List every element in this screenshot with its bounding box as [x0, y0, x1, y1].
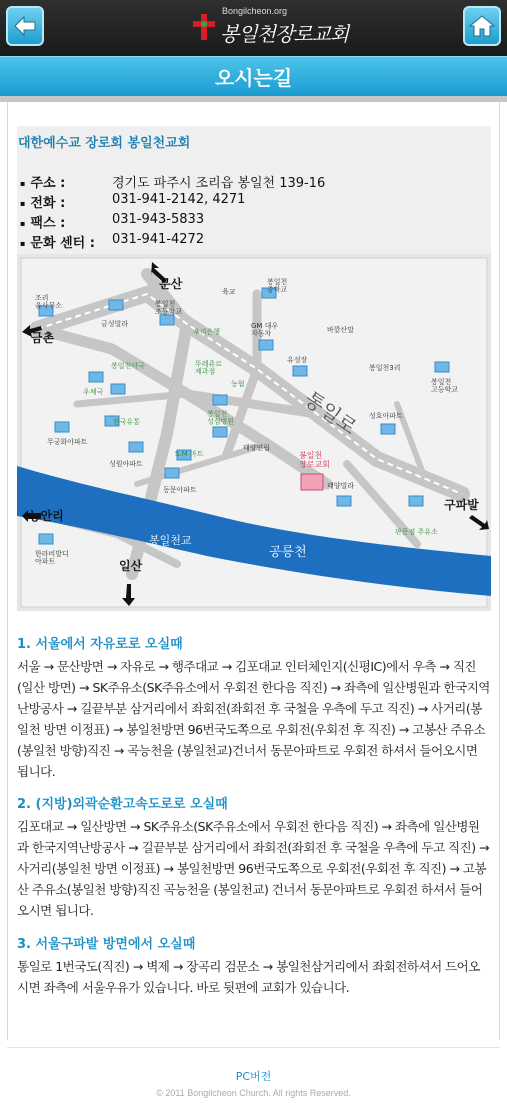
- map-label-farm: 바깥산말: [327, 326, 355, 334]
- map-label-utility: 뚜레쥬르 제과점: [195, 360, 223, 376]
- map-label-ilsan: 일산: [119, 559, 143, 573]
- culture-center-row: [20, 232, 204, 251]
- culture-center-label: ▪ 문화 센터 :: [20, 232, 112, 251]
- map-label-stream-road: 봉일천교: [149, 534, 192, 547]
- map-label-neungan: 능안리: [29, 509, 64, 523]
- map-label-jori-post: 조리 읍사무소: [35, 294, 63, 310]
- direction-section-2: [17, 793, 491, 921]
- map-label-bong-clinic: 봉일천 성심병원: [207, 410, 235, 426]
- map-label-taeyang-villa: 태양빌라: [327, 482, 355, 490]
- map-label-geumseong: 금성빌라: [101, 320, 129, 328]
- address-label: ▪ 주소 :: [20, 172, 112, 191]
- address-row: [20, 172, 325, 191]
- map-label-bong-mid: 봉일천 중학교: [267, 278, 288, 294]
- direction-body-3: 통일로 1번국도(직진) → 벽제 → 장곡리 검문소 → 봉일천삼거리에서 좌회전하셔서 드어오시면 좌측에 서울우유가 있습니다. 바로 뒷편에 교회가 있습니다.: [17, 959, 480, 995]
- direction-title-2: 2. (지방)외곽순환고속도로로 오실때: [17, 797, 228, 812]
- fax-value: 031-943-5833: [112, 212, 205, 227]
- home-icon: [469, 14, 495, 38]
- map-label-sm: S.M 마트: [175, 450, 204, 458]
- map-label-gm: GM 대우 자동차: [251, 322, 279, 338]
- map-label-bong-high: 봉일천 고등학교: [431, 378, 459, 394]
- copyright: © 2011 Bongilcheon Church. All rights Reserved.: [156, 1088, 351, 1098]
- phone-row: [20, 192, 245, 211]
- page-title: 오시는길: [214, 66, 293, 90]
- map-label-seongho: 성호아파트: [369, 412, 403, 420]
- phone-value[interactable]: 031-941-2142, 4271: [112, 192, 246, 207]
- direction-section-3: [17, 933, 491, 998]
- map-label-mugunghwa: 무궁화아파트: [47, 438, 88, 446]
- back-arrow-icon: [13, 15, 37, 37]
- direction-title-1: 1. 서울에서 자유로로 오실때: [17, 637, 183, 652]
- map-label-church: 봉일천 장로교회: [299, 451, 330, 469]
- fax-row: [20, 212, 204, 231]
- map-label-bong-elem: 봉일천 초등학교: [155, 300, 183, 316]
- cross-logo-icon: [190, 12, 218, 42]
- map-label-road: 통일로: [300, 386, 362, 440]
- address-value: 경기도 파주시 조리읍 봉일천 139-16: [112, 176, 326, 191]
- direction-body-1: 서울 → 문산방면 → 자유로 → 행주대교 → 김포대교 인터체인지(신평IC)에서 우측 → 직진(일산 방면) → SK주유소(SK주유소에서 우회전 한다음 직진) → 좌측에 일산병원과 한국지역난방공사 → 길끝부분 삼거리에서 좌회전(좌회전 후 국철을 우측에 두고 직진) → 사거리(봉일천 방면 이정표) → 봉일천방면 96번국도쪽으로 우회전(우회전 후 직진) → 고봉산 주유소(봉일천 방향)직진 → 곡능천을 (봉일천교)건너서 동문아파트로 우회전 하셔서 들어오시면 됩니다.: [17, 659, 490, 779]
- map-label-gupabal: 구파발: [444, 498, 479, 512]
- map-label-hanra: 한라비발디 아파트: [35, 550, 69, 566]
- direction-title-3: 3. 서울구파발 방면에서 오실때: [17, 937, 196, 952]
- map-label-korea-oil: 한국유통: [113, 418, 141, 426]
- location-map: [17, 254, 491, 611]
- culture-center-value[interactable]: 031-941-4272: [112, 232, 205, 247]
- church-logo[interactable]: [190, 6, 349, 48]
- map-label-stream: 공릉천: [269, 545, 307, 560]
- map-label-woori: 우리은행: [193, 328, 221, 336]
- church-location-marker: [301, 474, 323, 490]
- page-title-bar: [0, 56, 507, 96]
- back-button[interactable]: [6, 6, 44, 46]
- map-graphic: [17, 254, 491, 611]
- map-label-bong-pharm: 봉일천약국: [111, 362, 145, 370]
- map-label-dongmun: 동문아파트: [163, 486, 197, 494]
- map-label-taeyang: 태양연립: [243, 444, 271, 452]
- map-label-seongwon: 성원아파트: [109, 460, 143, 468]
- map-label-nh: 농협: [231, 380, 245, 388]
- map-label-yuseong: 유성장: [287, 356, 308, 364]
- logo-name: 봉일천장로교회: [220, 22, 349, 46]
- map-label-munsan: 문산: [159, 277, 183, 291]
- logo-url: Bongilcheon.org: [222, 6, 288, 16]
- map-label-bong3ri: 봉일천3리: [369, 364, 401, 372]
- direction-body-2: 김포대교 → 일산방면 → SK주유소(SK주유소에서 우회전 한다음 직진) → 좌측에 일산병원과 한국지역난방공사 → 길끝부분 삼거리에서 좌회전(좌회전 후 국철을 우측에 두고 직진) → 사거리(봉일천 방면 이정표) → 봉일천방면 96번국도쪽으로 우회전(우회전 후 직진) → 고봉산 주유소(봉일천 방향)직진 곡능천을 (봉일천교) 건너서 동문아파트로 우회전 하셔서 들어오시면 됩니다.: [17, 819, 490, 918]
- home-button[interactable]: [463, 6, 501, 46]
- church-name: 대한예수교 장로회 봉일천교회: [18, 136, 191, 151]
- fax-label: ▪ 팩스 :: [20, 212, 112, 231]
- phone-label: ▪ 전화 :: [20, 192, 112, 211]
- map-label-yukgyo: 육교: [222, 288, 236, 296]
- pc-version-link[interactable]: PC버전: [235, 1070, 272, 1083]
- map-label-geumchon: 금촌: [31, 331, 55, 345]
- map-label-post: 우체국: [83, 388, 104, 396]
- map-label-panmun: 판문점 주유소: [395, 528, 438, 536]
- top-bar: [0, 0, 507, 56]
- footer-divider: [7, 1047, 500, 1048]
- direction-section-1: [17, 633, 491, 782]
